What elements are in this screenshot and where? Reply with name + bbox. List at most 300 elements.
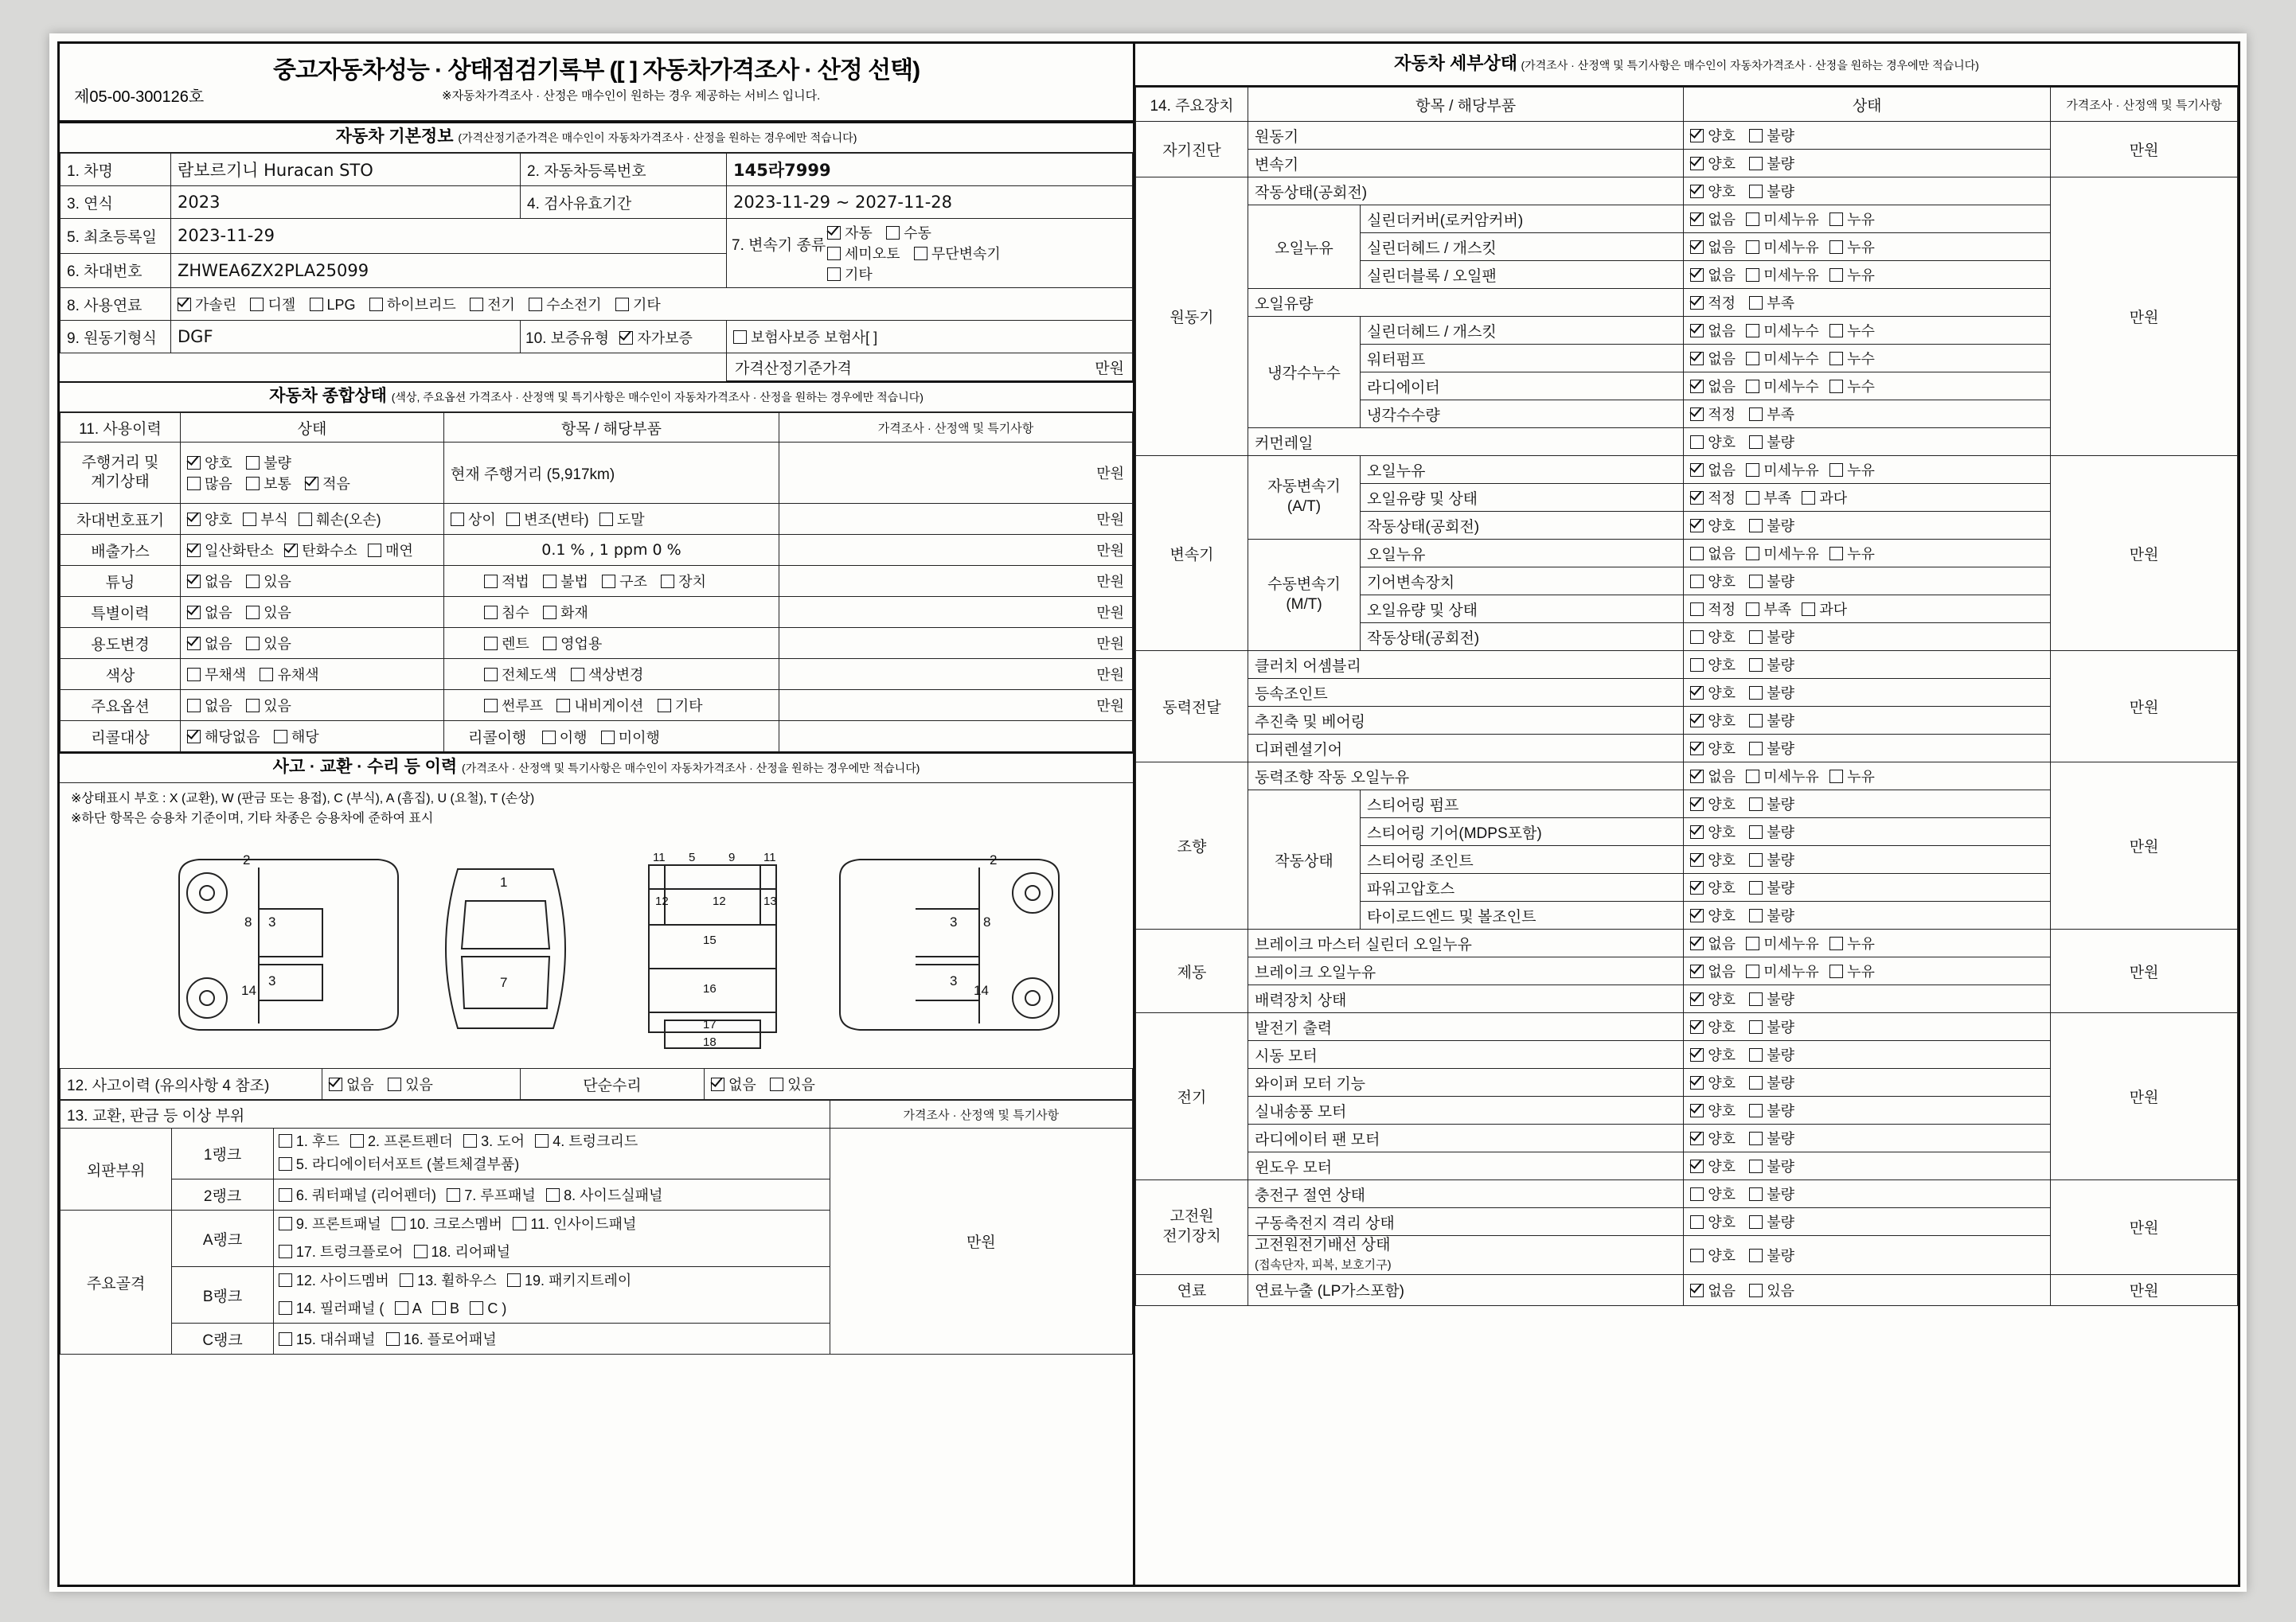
checkbox-navigation[interactable] [556,699,570,712]
table-row [61,721,1133,752]
checkbox-pillar-a[interactable] [395,1301,408,1315]
checkbox-options-yes[interactable] [246,699,260,712]
sub-coolant-leak: 냉각수누수 [1248,317,1361,428]
checkbox-accident-yes[interactable] [388,1078,401,1091]
checkbox-sgear-bad[interactable] [1749,825,1763,839]
item-wiper-motor: 와이퍼 모터 기능 [1248,1069,1684,1097]
checkbox-special-yes[interactable] [246,606,260,619]
checkbox-color-change[interactable] [571,668,584,681]
checkbox-tuning-yes[interactable] [246,575,260,588]
checkbox-engine-diag-bad[interactable] [1749,129,1763,142]
basic-info-title: 자동차 기본정보 [335,127,454,146]
item-starter: 시동 모터 [1248,1041,1684,1069]
checkbox-pillar-c[interactable] [470,1301,483,1315]
checkbox-gear-good[interactable] [1690,575,1704,588]
checkbox-alt-bad[interactable] [1749,1020,1763,1034]
checkbox-master-micro[interactable] [1746,937,1759,950]
checkbox-oilqty-ok[interactable] [1690,296,1704,310]
checkbox-tuning-illegal[interactable] [543,575,556,588]
checkbox-head-none[interactable] [1690,240,1704,254]
checkbox-tuning-structure[interactable] [602,575,615,588]
checkbox-pillar-b[interactable] [432,1301,446,1315]
checkbox-door[interactable] [463,1134,477,1148]
checkbox-alt-good[interactable] [1690,1020,1704,1034]
rank-c: C랭크 [172,1324,274,1355]
checkbox-fuelleak-none[interactable] [1690,1284,1704,1297]
checkbox-simple-yes[interactable] [770,1078,783,1091]
checkbox-auto[interactable] [827,226,841,240]
checkbox-rear-panel[interactable] [414,1245,428,1258]
state-differential: 양호 불량 [1684,735,2051,762]
emissions-state: 일산화탄소 탄화수소 매연 [181,535,444,566]
checkbox-brakeoil-none[interactable] [1690,965,1704,978]
item-at-idle: 작동상태(공회전) [1361,512,1684,540]
checkbox-ps-leak[interactable] [1829,770,1843,783]
state-tierod-balljoint: 양호 불량 [1684,902,2051,930]
state-blower-motor: 양호 불량 [1684,1097,2051,1125]
checkbox-front-fender[interactable] [350,1134,364,1148]
price-standard-label: 가격산정기준가격 [735,360,852,377]
checkbox-brakeoil-leak[interactable] [1829,965,1843,978]
checkbox-hood[interactable] [279,1134,292,1148]
checkbox-mileage-bad[interactable] [246,456,260,470]
group-electric: 전기 [1136,1013,1248,1180]
state-fuel-leak: 없음 있음 [1684,1274,2051,1305]
checkbox-blower-bad[interactable] [1749,1104,1763,1117]
checkbox-co[interactable] [187,544,201,557]
price-electric: 만원 [2051,1013,2238,1180]
sub-auto-trans: 자동변속기 (A/T) [1248,456,1361,540]
checkbox-wiring-good[interactable] [1690,1249,1704,1262]
spacer [61,353,727,381]
checkbox-fan-bad[interactable] [1749,1132,1763,1145]
checkbox-oilqty-low[interactable] [1749,296,1763,310]
checkbox-hose-good[interactable] [1690,881,1704,895]
table-row [1136,762,2238,790]
col-detail-item: 항목 / 해당부품 [1248,88,1684,122]
checkbox-wiper-good[interactable] [1690,1076,1704,1090]
checkbox-mileage-many[interactable] [187,477,201,490]
row-label-mileage: 주행거리 및 계기상태 [61,443,181,504]
state-cyl-head-gasket: 없음 미세누유 누유 [1684,233,2051,261]
svg-text:7: 7 [500,975,508,990]
table-row [1136,651,2238,679]
checkbox-starter-bad[interactable] [1749,1048,1763,1062]
checkbox-floor-panel[interactable] [386,1332,400,1346]
checkbox-rail-good[interactable] [1690,435,1704,449]
checkbox-sjoint-good[interactable] [1690,853,1704,867]
checkbox-clutch-bad[interactable] [1749,658,1763,672]
recall-fulfil-label: 리콜이행 [468,729,527,747]
checkbox-hydrogen[interactable] [529,298,542,311]
detail-note: (가격조사 · 산정액 및 특기사항은 매수인이 자동차가격조사 · 산정을 원하는 경우에만 적습니다) [1521,59,1979,72]
col-usage-history: 11. 사용이력 [61,413,181,443]
checkbox-pump-none[interactable] [1690,352,1704,365]
tuning-state: 없음 있음 [181,566,444,597]
checkbox-self-warranty[interactable] [619,331,633,345]
checkbox-dash-panel[interactable] [279,1332,292,1346]
checkbox-smoke[interactable] [368,544,381,557]
checkbox-rent[interactable] [484,637,498,650]
checkbox-pump-micro[interactable] [1746,352,1759,365]
checkbox-trans-diag-good[interactable] [1690,157,1704,170]
table-row [1136,1274,2238,1305]
checkbox-shaft-good[interactable] [1690,714,1704,727]
checkbox-vin-different[interactable] [451,513,464,526]
checkbox-pump-leak[interactable] [1829,352,1843,365]
accident-history-table [60,1068,1133,1100]
vin-value: ZHWEA6ZX2PLA25099 [171,253,727,288]
item-booster: 배력장치 상태 [1248,985,1684,1013]
checkbox-diff-good[interactable] [1690,742,1704,755]
checkbox-at-leak-micro[interactable] [1746,463,1759,477]
checkbox-ps-micro[interactable] [1746,770,1759,783]
overall-state-table [60,412,1133,752]
checkbox-trunk-lid[interactable] [535,1134,549,1148]
checkbox-vin-erased[interactable] [599,513,613,526]
checkbox-wheel-house[interactable] [400,1273,413,1287]
table-row [61,288,1133,321]
checkbox-hc[interactable] [284,544,298,557]
usechange-price: 만원 [779,628,1133,659]
item-steering-pump: 스티어링 펌프 [1361,790,1684,818]
checkbox-brakeoil-micro[interactable] [1746,965,1759,978]
checkbox-vin-rust[interactable] [243,513,256,526]
checkbox-mileage-good[interactable] [187,456,201,470]
checkbox-idle-bad[interactable] [1749,185,1763,198]
checkbox-mt-leak-micro[interactable] [1746,547,1759,560]
table-row [61,504,1133,535]
checkbox-fuelleak-yes[interactable] [1749,1284,1763,1297]
item-at-oil-qty: 오일유량 및 상태 [1361,484,1684,512]
checkbox-spump-good[interactable] [1690,797,1704,811]
checkbox-fuel-etc[interactable] [615,298,629,311]
checkbox-mt-leak-none[interactable] [1690,547,1704,560]
fuel-label: 8. 사용연료 [61,288,171,321]
state-drive-battery: 양호 불량 [1684,1208,2051,1236]
checkbox-sjoint-bad[interactable] [1749,853,1763,867]
checkbox-mileage-few[interactable] [305,477,318,490]
checkbox-recall-na[interactable] [187,730,201,743]
checkbox-chgport-bad[interactable] [1749,1187,1763,1201]
checkbox-mt-qty-low[interactable] [1746,602,1759,616]
checkbox-hose-bad[interactable] [1749,881,1763,895]
checkbox-full-repaint[interactable] [484,668,498,681]
checkbox-mt-qty-ok[interactable] [1690,602,1704,616]
checkbox-gasoline[interactable] [178,298,191,311]
checkbox-recall-done[interactable] [542,731,556,744]
checkbox-recall-yes[interactable] [274,730,287,743]
checkbox-rocker-leak[interactable] [1829,212,1843,226]
item-clutch: 클러치 어셈블리 [1248,651,1684,679]
checkbox-trans-etc[interactable] [827,267,841,281]
item-steering-joint: 스티어링 조인트 [1361,846,1684,874]
checkbox-master-leak[interactable] [1829,937,1843,950]
rank2-items: 6. 쿼터패널 (리어펜더) 7. 루프패널 8. 사이드실패널 [273,1179,830,1211]
checkbox-blower-good[interactable] [1690,1104,1704,1117]
svg-text:8: 8 [244,914,252,930]
checkbox-sunroof[interactable] [484,699,498,712]
checkbox-rocker-micro[interactable] [1746,212,1759,226]
price-fuel: 만원 [2051,1274,2238,1305]
checkbox-diff-bad[interactable] [1749,742,1763,755]
checkbox-mileage-normal[interactable] [246,477,260,490]
checkbox-mt-leak-leak[interactable] [1829,547,1843,560]
svg-text:8: 8 [983,914,991,930]
item-rocker-cover: 실린더커버(로커암커버) [1361,205,1684,233]
checkbox-starter-good[interactable] [1690,1048,1704,1062]
exchange-price-header: 가격조사 · 산정액 및 특기사항 [830,1101,1132,1129]
checkbox-clutch-good[interactable] [1690,658,1704,672]
engine-type-label: 9. 원동기형식 [61,321,171,353]
checkbox-coolant-ok[interactable] [1690,407,1704,421]
rankB-items-2: 14. 필러패널 ( A B C ) [273,1293,830,1324]
checkbox-block-none[interactable] [1690,268,1704,282]
checkbox-special-none[interactable] [187,606,201,619]
state-water-pump: 없음 미세누수 누수 [1684,345,2051,372]
checkbox-wiring-bad[interactable] [1749,1249,1763,1262]
state-master-cylinder: 없음 미세누유 누유 [1684,930,2051,957]
checkbox-simple-none[interactable] [711,1078,724,1091]
checkbox-block-micro[interactable] [1746,268,1759,282]
checkbox-cross-member[interactable] [392,1217,405,1230]
checkbox-electric[interactable] [470,298,483,311]
checkbox-trans-diag-bad[interactable] [1749,157,1763,170]
checkbox-tuning-device[interactable] [661,575,674,588]
state-power-steering-leak: 없음 미세누유 누유 [1684,762,2051,790]
checkbox-coolhead-micro[interactable] [1746,324,1759,337]
checkbox-at-leak-none[interactable] [1690,463,1704,477]
sub-oil-leak: 오일누유 [1248,205,1361,289]
checkbox-at-qty-high[interactable] [1802,491,1815,505]
price-drivetrain: 만원 [2051,651,2238,762]
checkbox-recall-notdone[interactable] [601,731,615,744]
rankB-items-1: 12. 사이드멤버 13. 휠하우스 19. 패키지트레이 [273,1267,830,1293]
checkbox-tuning-legal[interactable] [484,575,498,588]
detail-section-title [1135,44,2238,87]
checkbox-cvt[interactable] [914,247,927,260]
table-row [61,628,1133,659]
svg-text:3: 3 [950,914,958,930]
checkbox-vin-good[interactable] [187,513,201,526]
checkbox-side-member[interactable] [279,1273,292,1287]
state-coolant-head-gasket: 없음 미세누수 누수 [1684,317,2051,345]
service-note: ※자동차가격조사 · 산정은 매수인이 원하는 경우 제공하는 서비스 입니다. [442,89,821,103]
checkbox-side-sill-panel[interactable] [546,1188,560,1202]
checkbox-head-leak[interactable] [1829,240,1843,254]
checkbox-gear-bad[interactable] [1749,575,1763,588]
checkbox-shaft-bad[interactable] [1749,714,1763,727]
item-power-steering-leak: 동력조향 작동 오일누유 [1248,762,1684,790]
state-radiator: 없음 미세누수 누수 [1684,372,2051,400]
checkbox-rocker-none[interactable] [1690,212,1704,226]
checkbox-engine-diag-good[interactable] [1690,129,1704,142]
checkbox-manual[interactable] [886,226,900,240]
state-window-motor: 양호 불량 [1684,1152,2051,1180]
item-coolant-head-gasket: 실린더헤드 / 개스킷 [1361,317,1684,345]
checkbox-window-good[interactable] [1690,1160,1704,1173]
checkbox-window-bad[interactable] [1749,1160,1763,1173]
checkbox-wiper-bad[interactable] [1749,1076,1763,1090]
engine-type-value: DGF [171,321,521,353]
checkbox-chgport-good[interactable] [1690,1187,1704,1201]
car-name-value: 람보르기니 Huracan STO [171,154,521,186]
checkbox-rail-bad[interactable] [1749,435,1763,449]
checkbox-idle-good[interactable] [1690,185,1704,198]
checkbox-ps-none[interactable] [1690,770,1704,783]
checkbox-at-idle-bad[interactable] [1749,519,1763,532]
item-cyl-block-oilpan: 실린더블록 / 오일팬 [1361,261,1684,289]
checkbox-mt-idle-good[interactable] [1690,630,1704,644]
inspection-value: 2023-11-29 ~ 2027-11-28 [727,186,1133,219]
item-radiator-fan-motor: 라디에이터 팬 모터 [1248,1125,1684,1152]
rank-b: B랭크 [172,1267,274,1324]
table-row [1136,122,2238,150]
first-reg-value: 2023-11-29 [171,219,727,254]
svg-text:11: 11 [653,851,666,864]
checkbox-booster-bad[interactable] [1749,992,1763,1006]
first-reg-label: 5. 최초등록일 [61,219,171,254]
checkbox-fire[interactable] [543,606,556,619]
table-row [61,597,1133,628]
checkbox-radiator-support[interactable] [279,1157,292,1171]
year-value: 2023 [171,186,521,219]
svg-text:12: 12 [713,895,726,908]
vin-label: 6. 차대번호 [61,253,171,288]
svg-text:2: 2 [990,852,998,868]
checkbox-cv-bad[interactable] [1749,686,1763,700]
table-header-row [1136,88,2238,122]
group-outer-panel: 외판부위 [61,1129,172,1211]
item-window-motor: 윈도우 모터 [1248,1152,1684,1180]
item-steering-gear: 스티어링 기어(MDPS포함) [1361,818,1684,846]
car-name-label: 1. 차명 [61,154,171,186]
checkbox-tuning-none[interactable] [187,575,201,588]
price-self-diagnosis: 만원 [2051,122,2238,177]
left-column [60,44,1135,1585]
checkbox-options-none[interactable] [187,699,201,712]
checkbox-sgear-good[interactable] [1690,825,1704,839]
checkbox-mt-qty-high[interactable] [1802,602,1815,616]
checkbox-radiator-leak[interactable] [1829,380,1843,393]
checkbox-business[interactable] [543,637,556,650]
checkbox-fan-good[interactable] [1690,1132,1704,1145]
state-rocker-cover: 없음 미세누유 누유 [1684,205,2051,233]
checkbox-semiauto[interactable] [827,247,841,260]
checkbox-pillar-panel[interactable] [279,1301,292,1315]
warranty-cell: 10. 보증유형 자가보증 [521,321,727,353]
item-power-hose: 파워고압호스 [1361,874,1684,902]
document-number: 제05-00-300126호 [74,88,205,106]
checkbox-roof-panel[interactable] [447,1188,460,1202]
checkbox-at-idle-good[interactable] [1690,519,1704,532]
checkbox-tierod-good[interactable] [1690,909,1704,922]
accident-note: (가격조사 · 산정액 및 특기사항은 매수인이 자동차가격조사 · 산정을 원하는 경우에만 적습니다) [462,762,920,774]
checkbox-flood[interactable] [484,606,498,619]
checkbox-vin-altered[interactable] [506,513,520,526]
checkbox-accident-none[interactable] [329,1078,342,1091]
checkbox-insurance-warranty[interactable] [733,330,747,344]
checkbox-cv-good[interactable] [1690,686,1704,700]
price-steering: 만원 [2051,762,2238,930]
price-engine: 만원 [2051,177,2238,456]
checkbox-master-none[interactable] [1690,937,1704,950]
checkbox-at-qty-ok[interactable] [1690,491,1704,505]
checkbox-options-etc[interactable] [658,699,671,712]
table-row [61,1101,1133,1129]
checkbox-trunk-floor[interactable] [279,1245,292,1258]
checkbox-radiator-micro[interactable] [1746,380,1759,393]
special-price: 만원 [779,597,1133,628]
checkbox-inside-panel[interactable] [513,1217,526,1230]
checkbox-booster-good[interactable] [1690,992,1704,1006]
checkbox-radiator-none[interactable] [1690,380,1704,393]
checkbox-head-micro[interactable] [1746,240,1759,254]
checkbox-tierod-bad[interactable] [1749,909,1763,922]
checkbox-diesel[interactable] [250,298,264,311]
checkbox-block-leak[interactable] [1829,268,1843,282]
checkbox-package-tray[interactable] [507,1273,521,1287]
state-hv-wiring: 양호 불량 [1684,1236,2051,1275]
tuning-price: 만원 [779,566,1133,597]
rank-a: A랭크 [172,1211,274,1267]
vin-mark-item: 상이 변조(변타) 도말 [444,504,779,535]
inspection-label: 4. 검사유효기간 [521,186,727,219]
svg-text:14: 14 [974,983,989,998]
item-common-rail: 커먼레일 [1248,428,1684,456]
svg-text:17: 17 [703,1018,717,1031]
checkbox-coolhead-leak[interactable] [1829,324,1843,337]
checkbox-lpg[interactable] [310,298,323,311]
checkbox-mt-idle-bad[interactable] [1749,630,1763,644]
checkbox-vin-damage[interactable] [299,513,312,526]
checkbox-at-qty-low[interactable] [1746,491,1759,505]
row-label-color: 색상 [61,659,181,690]
checkbox-at-leak-leak[interactable] [1829,463,1843,477]
state-wiper-motor: 양호 불량 [1684,1069,2051,1097]
state-engine-diag: 양호 불량 [1684,122,2051,150]
item-mt-oil-leak: 오일누유 [1361,540,1684,567]
item-hv-wiring: 고전원전기배선 상태 (접속단자, 피복, 보호기구) [1248,1236,1684,1275]
checkbox-hybrid[interactable] [369,298,383,311]
item-cv-joint: 등속조인트 [1248,679,1684,707]
group-main-frame: 주요골격 [61,1211,172,1355]
row-label-emissions: 배출가스 [61,535,181,566]
checkbox-coolant-low[interactable] [1749,407,1763,421]
state-starter: 양호 불량 [1684,1041,2051,1069]
state-mt-idle: 양호 불량 [1684,623,2051,651]
svg-text:3: 3 [268,973,276,988]
checkbox-coolhead-none[interactable] [1690,324,1704,337]
checkbox-achromatic[interactable] [187,668,201,681]
plate-value: 145라7999 [727,154,1133,186]
checkbox-front-panel[interactable] [279,1217,292,1230]
state-propeller-shaft: 양호 불량 [1684,707,2051,735]
checkbox-spump-bad[interactable] [1749,797,1763,811]
checkbox-chromatic[interactable] [260,668,273,681]
accident-title: 사고 · 교환 · 수리 등 이력 [272,758,458,776]
table-row [61,321,1133,353]
checkbox-usechange-yes[interactable] [246,637,260,650]
rank-1: 1랭크 [172,1129,274,1179]
checkbox-battery-bad[interactable] [1749,1215,1763,1229]
checkbox-quarter-panel[interactable] [279,1188,292,1202]
checkbox-battery-good[interactable] [1690,1215,1704,1229]
checkbox-usechange-none[interactable] [187,637,201,650]
transmission-options: 자동 수동 세미오토 무단변속기 기타 [827,222,1127,284]
emissions-values: 0.1 % , 1 ppm 0 % [444,535,779,566]
table-header-row [61,413,1133,443]
